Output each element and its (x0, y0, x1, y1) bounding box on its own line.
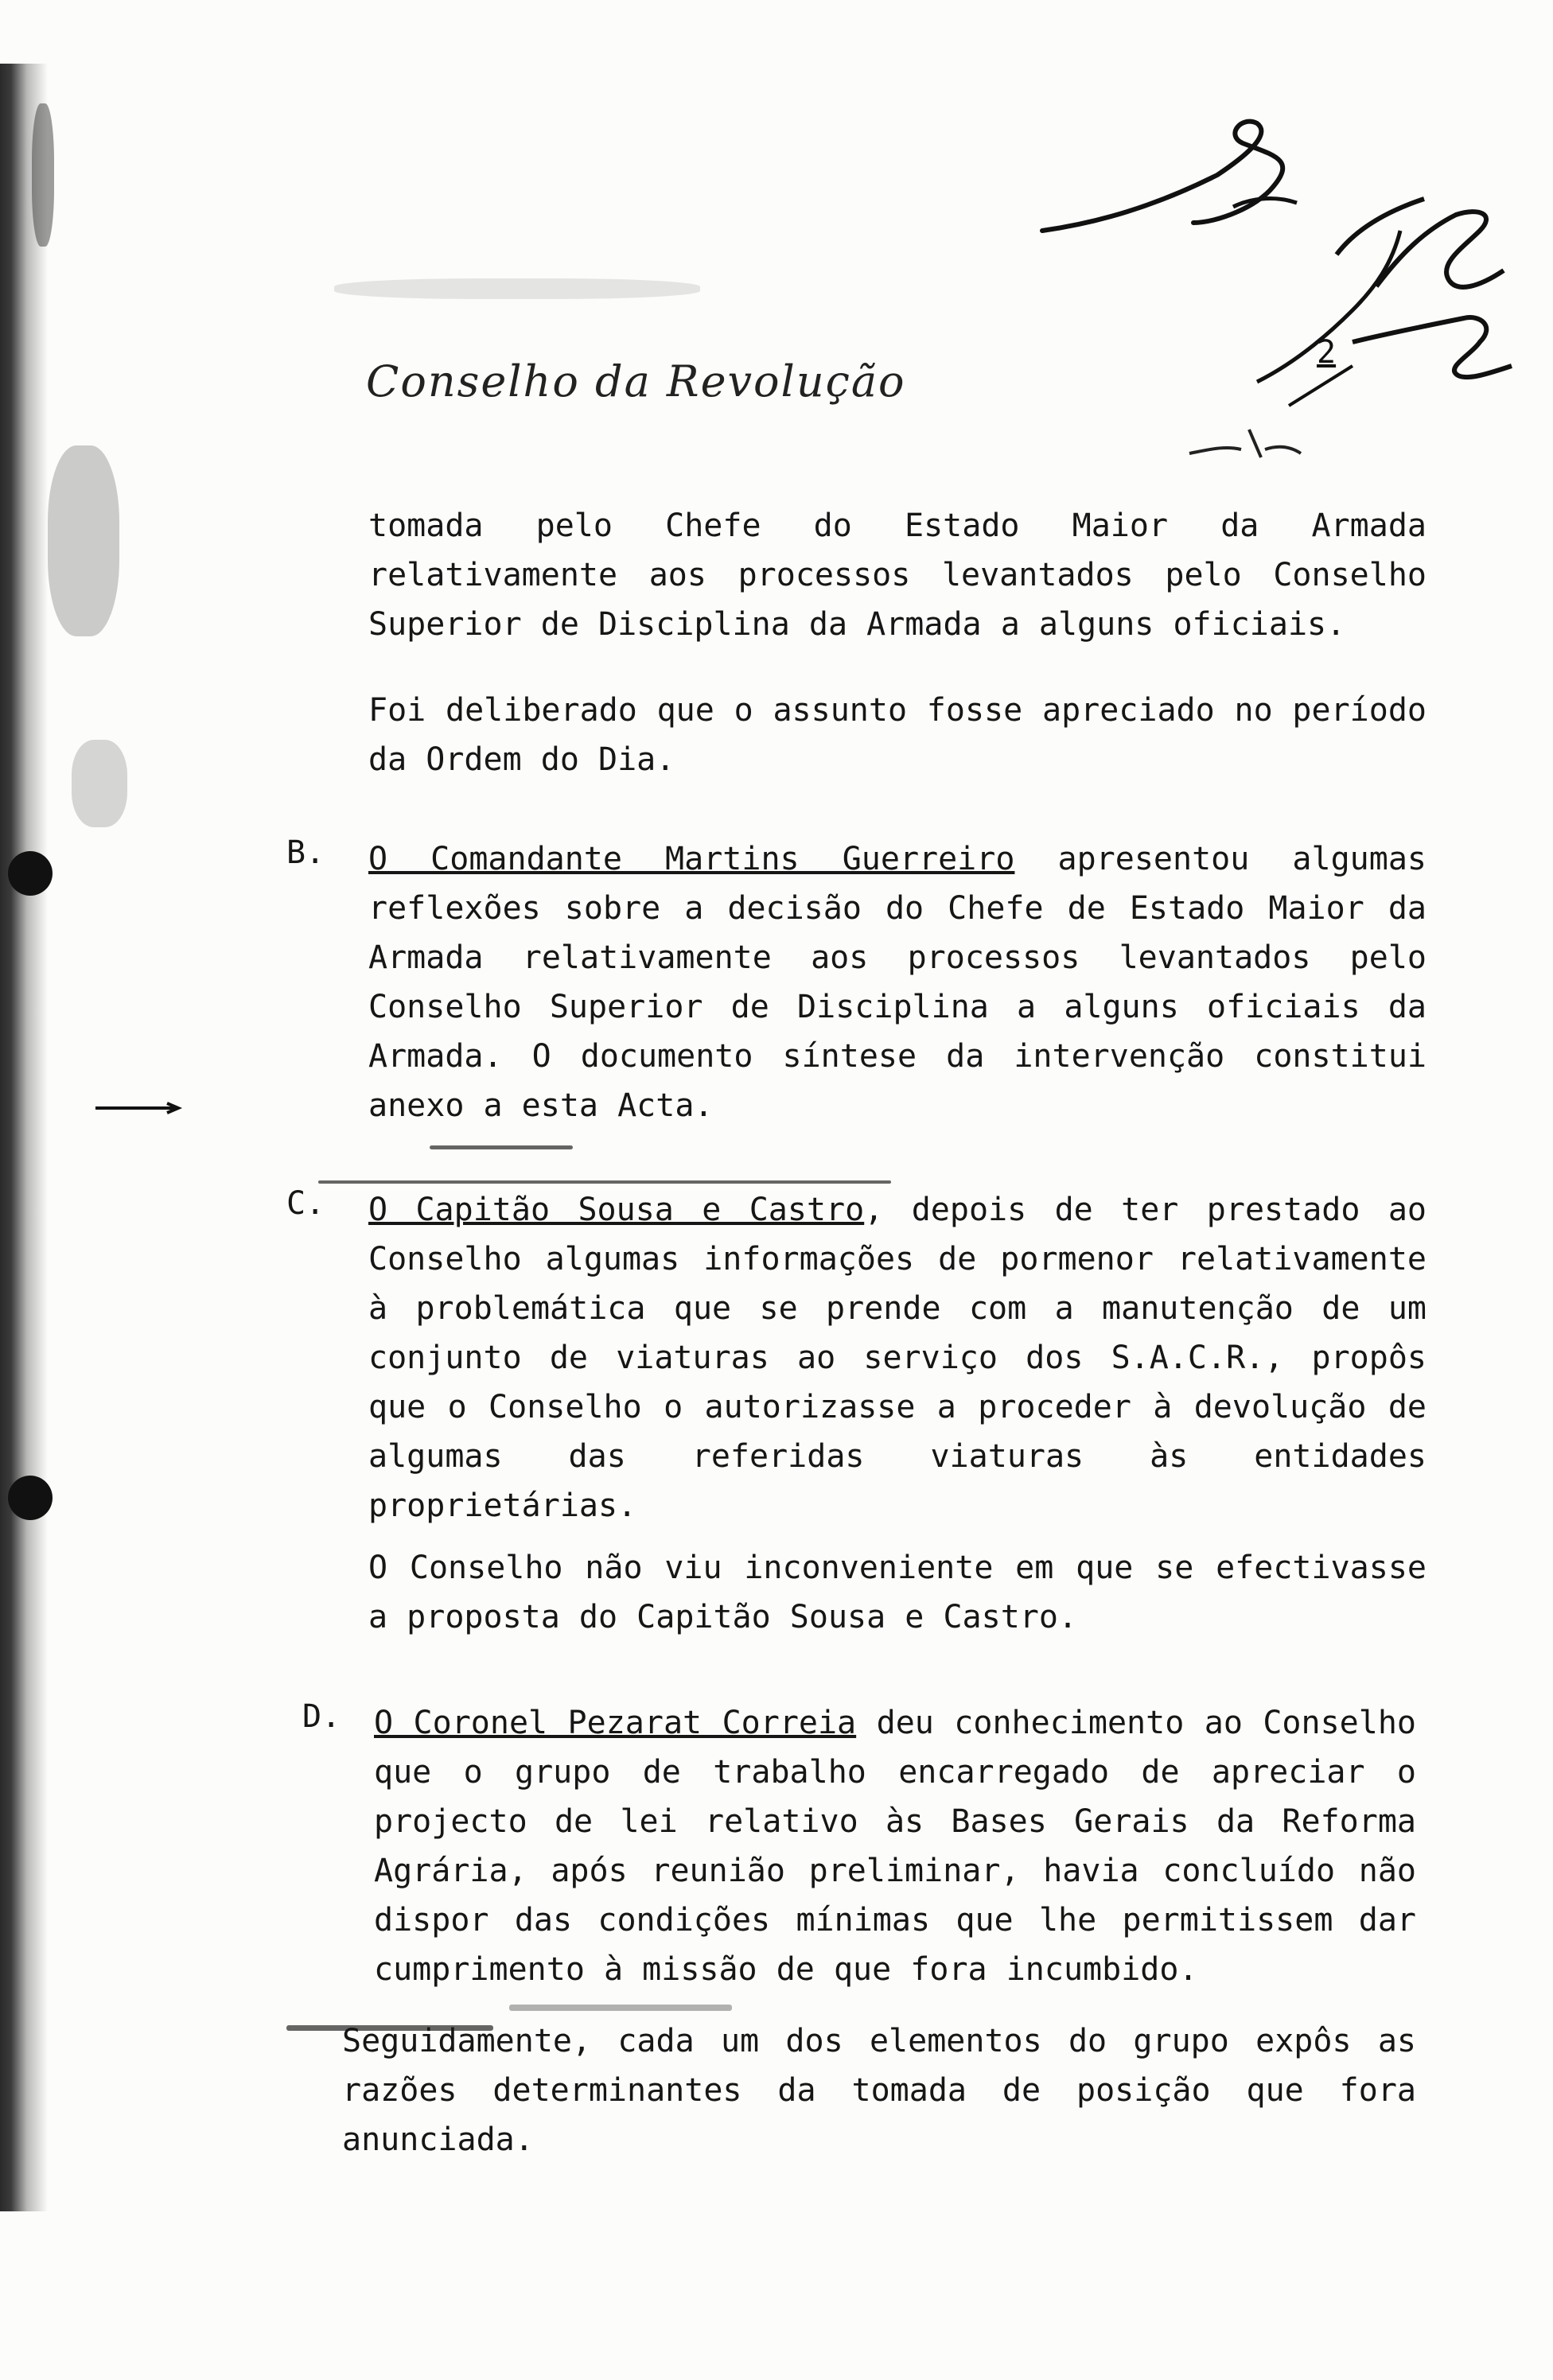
item-label-d: D. (302, 1698, 341, 1735)
paragraph-c-decision: O Conselho não viu inconveniente em que se efectivasse a proposta do Capitão Sousa e Castro. (368, 1550, 1427, 1635)
speaker-name-c: O Capitão Sousa e Castro (368, 1192, 865, 1228)
paragraph-intro: tomada pelo Chefe do Estado Maior da Armada relativamente aos processos levantados pelo Conselho Superior de Disciplina da Armada a alguns oficiais. (368, 508, 1427, 643)
scan-speckle (334, 278, 700, 299)
scan-stroke (318, 1180, 891, 1184)
scan-stroke (509, 2005, 732, 2011)
initials-mark (1185, 414, 1305, 469)
scan-speckle (32, 103, 54, 247)
scan-stroke (430, 1145, 573, 1149)
binder-edge (0, 64, 48, 2211)
item-label-c: C. (286, 1185, 325, 1222)
page-number: 2 (1317, 334, 1337, 371)
paragraph-d-text: deu conhecimento ao Conselho que o grupo de trabalho encarregado de apreciar o projecto de lei relativo às Bases Gerais da Reforma Agrária, após reunião preliminar, havia concluído não dispor das condições mínimas que lhe permitissem dar cumprimento à missão de que fora incumbido. (374, 1705, 1416, 1988)
paragraph-d-followup: Seguidamente, cada um dos elementos do grupo expôs as razões determinantes da tomada de posição que fora anunciada. (342, 2023, 1416, 2158)
paragraph-intro-decision: Foi deliberado que o assunto fosse apreciado no período da Ordem do Dia. (368, 692, 1427, 778)
scan-speckle (48, 445, 119, 636)
paragraph-b (368, 834, 1427, 1130)
paragraph-b-text: apresentou algumas reflexões sobre a decisão do Chefe de Estado Maior da Armada relativamente aos processos levantados pelo Conselho Superior de Disciplina a alguns oficiais da Armada. O documento síntese da intervenção constitui anexo a esta Acta. (368, 841, 1427, 1124)
paragraph-c-text: , depois de ter prestado ao Conselho algumas informações de pormenor relativamente à problemática que se prende com a manutenção de um conjunto de viaturas ao serviço dos S.A.C.R., propôs que o Conselho o autorizasse a proceder à devolução de algumas das referidas viaturas às entidades proprietárias. (368, 1192, 1427, 1524)
paragraph-c (368, 1185, 1427, 1530)
punch-hole (8, 1476, 53, 1520)
punch-hole (8, 851, 53, 896)
speaker-name-d: O Coronel Pezarat Correia (374, 1705, 857, 1741)
margin-arrow-mark (95, 1100, 183, 1116)
speaker-name-b: O Comandante Martins Guerreiro (368, 841, 1015, 877)
signature-mark-2 (1241, 175, 1528, 430)
scan-speckle (72, 740, 127, 827)
paragraph-d (374, 1698, 1416, 1994)
item-label-b: B. (286, 834, 325, 871)
letterhead-title: Conselho da Revolução (366, 356, 906, 406)
